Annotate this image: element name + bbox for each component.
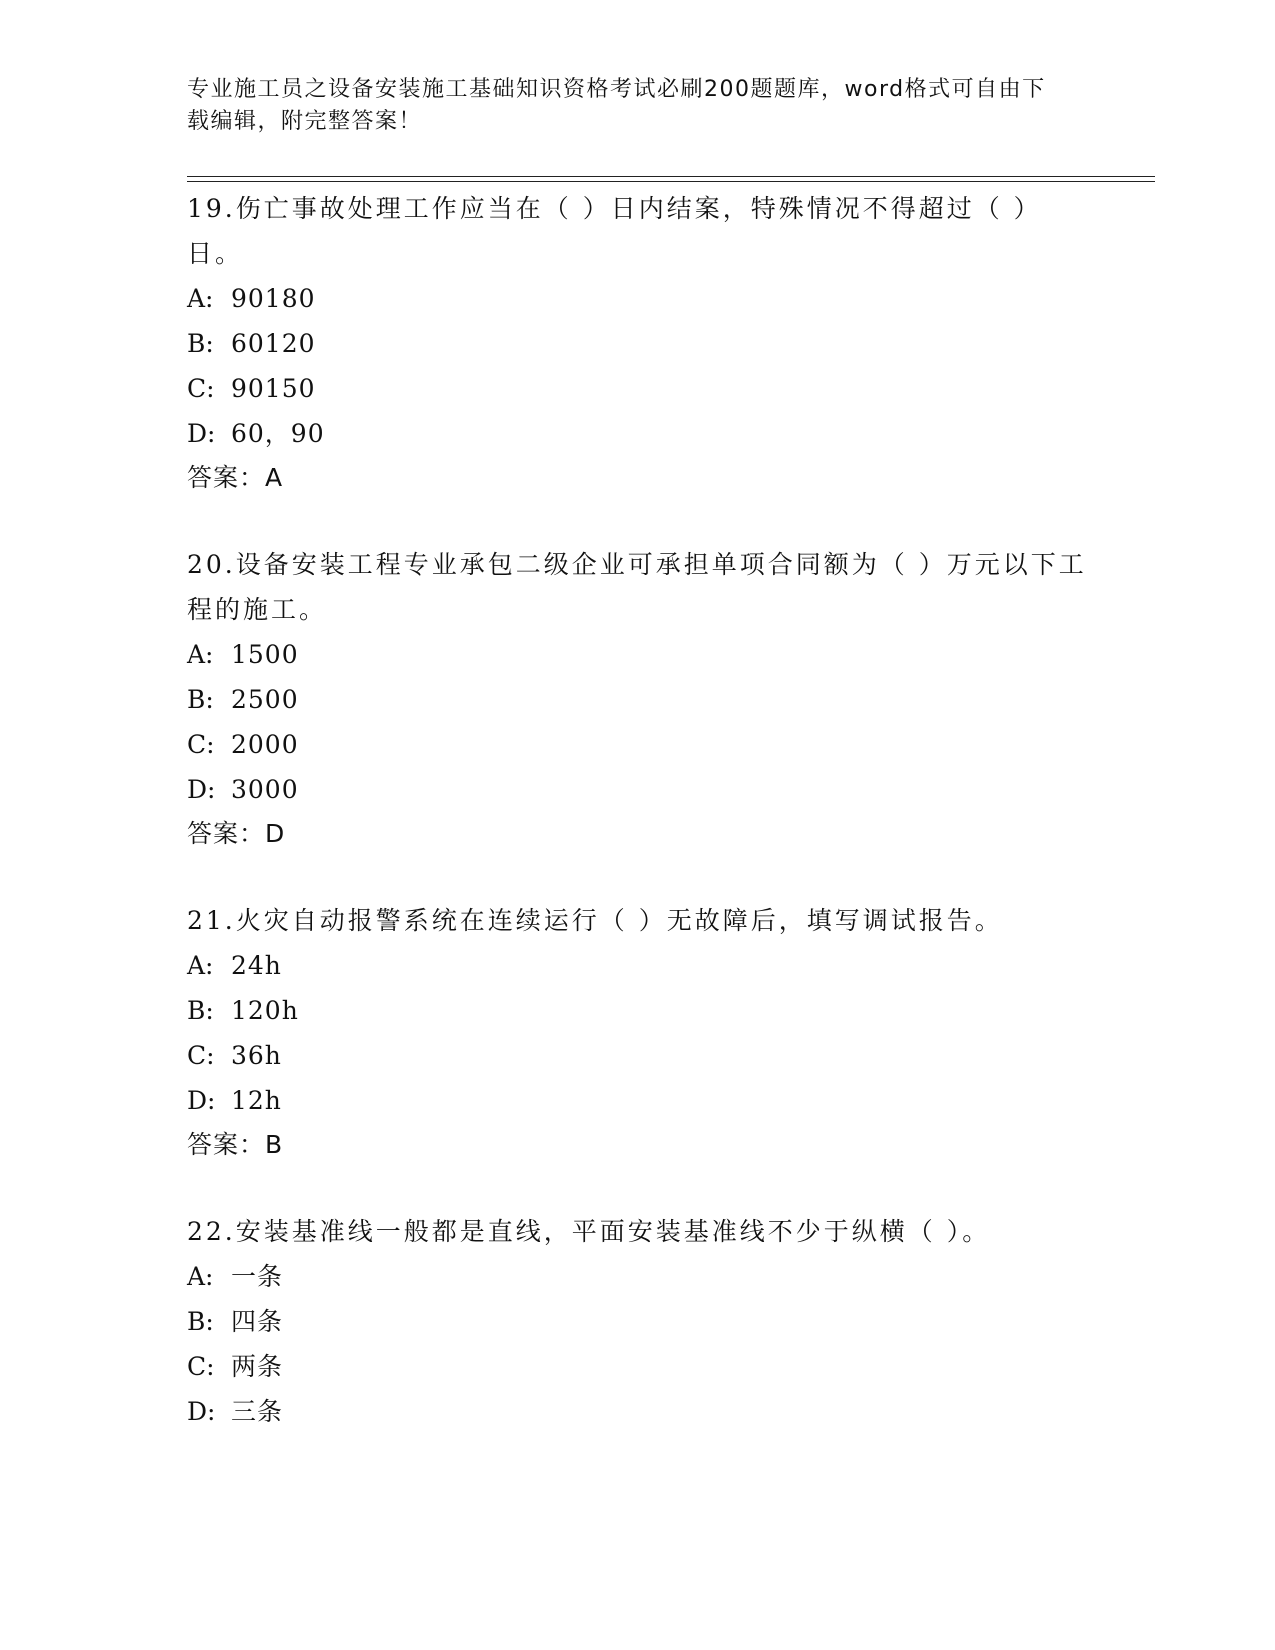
option-text: 120h [231,996,299,1025]
option-letter: D: [187,419,216,448]
option-text: 12h [231,1086,282,1115]
question-text: 19.伤亡事故处理工作应当在（ ）日内结案，特殊情况不得超过（ ）日。 [187,194,1042,268]
option-c [187,366,1087,411]
option-text: 三条 [231,1397,284,1426]
option-letter: B: [187,996,214,1025]
option-letter: A: [187,640,214,669]
question-19 [187,186,1087,500]
option-text: 一条 [231,1262,284,1291]
question-text: 20.设备安装工程专业承包二级企业可承担单项合同额为（ ）万元以下工程的施工。 [187,550,1087,624]
option-b [187,321,1087,366]
question-list [187,186,1087,1476]
answer-text: 答案：B [187,1130,284,1159]
option-d [187,767,1087,812]
option-letter: C: [187,730,215,759]
option-b [187,988,1087,1033]
option-text: 90150 [231,374,316,403]
option-a [187,276,1087,321]
option-d [187,1078,1087,1123]
option-letter: C: [187,1352,215,1381]
option-text: 24h [231,951,282,980]
answer-text: 答案：D [187,819,286,848]
option-text: 3000 [231,775,299,804]
option-letter: A: [187,1262,214,1291]
option-text: 60，90 [231,419,325,448]
header-divider-top [187,176,1155,177]
option-letter: B: [187,1307,214,1336]
answer-text: 答案：A [187,463,284,492]
option-letter: B: [187,685,214,714]
option-d [187,1389,1087,1434]
option-letter: C: [187,1041,215,1070]
document-title: 专业施工员之设备安装施工基础知识资格考试必刷200题题库，word格式可自由下载编辑，附完整答案！ [187,77,1046,134]
option-text: 90180 [231,284,316,313]
option-a [187,943,1087,988]
header-divider-bottom [187,181,1155,182]
option-c [187,1344,1087,1389]
option-letter: D: [187,1397,216,1426]
option-letter: B: [187,329,214,358]
option-letter: A: [187,284,214,313]
option-text: 两条 [231,1352,284,1381]
option-a [187,632,1087,677]
option-letter: A: [187,951,214,980]
option-letter: D: [187,1086,216,1115]
option-text: 60120 [231,329,316,358]
question-22 [187,1209,1087,1434]
option-d [187,411,1087,456]
question-21 [187,898,1087,1167]
option-b [187,1299,1087,1344]
question-text: 21.火灾自动报警系统在连续运行（ ）无故障后，填写调试报告。 [187,906,1003,935]
option-b [187,677,1087,722]
option-text: 1500 [231,640,299,669]
option-a [187,1254,1087,1299]
option-letter: C: [187,374,215,403]
question-text: 22.安装基准线一般都是直线，平面安装基准线不少于纵横（ ）。 [187,1217,991,1246]
option-text: 四条 [231,1307,284,1336]
option-text: 36h [231,1041,282,1070]
option-text: 2000 [231,730,299,759]
question-20 [187,542,1087,856]
option-c [187,722,1087,767]
option-letter: D: [187,775,216,804]
option-c [187,1033,1087,1078]
option-text: 2500 [231,685,299,714]
